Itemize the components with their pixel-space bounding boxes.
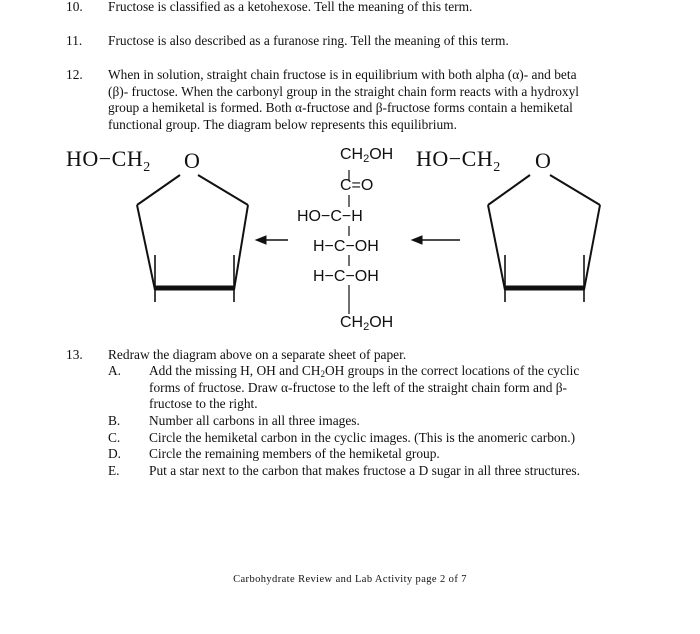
subitem-a-line-1-part-2: OH groups in the correct locations of the cyclic: [324, 363, 580, 378]
right-equilibrium-arrow: [412, 236, 460, 244]
question-11-text: Fructose is also described as a furanose ring. Tell the meaning of this term.: [108, 33, 509, 48]
chain-c1-subscript: 2: [363, 153, 370, 165]
chain-c6-ch2oh: [340, 314, 393, 333]
question-number-10: 10.: [66, 0, 83, 14]
subitem-letter-e: E.: [108, 462, 120, 478]
alpha-fructose-ring: [137, 175, 248, 302]
subitem-a-line-1-part-1: Add the missing H, OH and CH: [149, 363, 321, 378]
question-12-line-3: group a hemiketal is formed. Both α-fructose and β-fructose forms contain a hemiketal: [108, 100, 573, 116]
subitem-a-subscript: 2: [320, 369, 325, 379]
question-number-12: 12.: [66, 67, 83, 82]
chain-c2-carbonyl: C=O: [340, 177, 374, 194]
chain-c5: H−C−OH: [313, 268, 379, 285]
beta-ch2oh-text: HO−CH: [416, 146, 494, 171]
subitem-a-line-2: forms of fructose. Draw α-fructose to the left of the straight chain form and β-: [149, 379, 568, 395]
chain-c1-ch: CH: [340, 146, 364, 163]
question-13-text: Redraw the diagram above on a separate sheet of paper.: [108, 347, 407, 362]
chain-c4: H−C−OH: [313, 238, 379, 255]
subitem-a-line-3: fructose to the right.: [149, 396, 258, 412]
subitem-d-text: Circle the remaining members of the hemiketal group.: [149, 446, 440, 462]
chain-c1-ch2oh: [340, 146, 393, 165]
subitem-letter-d: D.: [108, 446, 122, 462]
subitem-letter-b: B.: [108, 413, 121, 428]
chain-c3: HO−C−H: [297, 208, 363, 225]
subitem-c-text: Circle the hemiketal carbon in the cyclic images. (This is the anomeric carbon.): [149, 429, 576, 445]
question-10-text: Fructose is classified as a ketohexose. Tell the meaning of this term.: [108, 0, 473, 14]
alpha-ch2oh-text: HO−CH: [66, 146, 144, 171]
question-number-13: 13.: [66, 347, 83, 362]
question-12-line-4: functional group. The diagram below represents this equilibrium.: [108, 116, 457, 132]
question-12-line-1: When in solution, straight chain fructose is in equilibrium with both alpha (α)- and beta: [108, 67, 577, 82]
alpha-ch2oh-subscript: 2: [143, 160, 151, 175]
left-equilibrium-arrow: [256, 236, 288, 244]
subitem-letter-c: C.: [108, 429, 121, 445]
alpha-ring-oxygen: O: [184, 148, 201, 173]
beta-fructose-ring: [488, 175, 600, 302]
chain-c6-ch: CH: [340, 314, 364, 331]
beta-ring-oxygen: O: [535, 148, 552, 173]
chain-c6-oh: OH: [369, 314, 394, 331]
subitem-letter-a: A.: [108, 363, 122, 378]
question-number-11: 11.: [66, 33, 83, 48]
chain-c6-subscript: 2: [363, 321, 370, 333]
question-12-line-2: (β)- fructose. When the carbonyl group in the straight chain form reacts with a hydroxyl: [108, 83, 579, 99]
subitem-b-text: Number all carbons in all three images.: [149, 413, 360, 428]
beta-ch2oh-subscript: 2: [493, 160, 501, 175]
subitem-e-text: Put a star next to the carbon that makes fructose a D sugar in all three structures.: [149, 462, 580, 478]
page-footer: Carbohydrate Review and Lab Activity page 2 of 7: [233, 574, 467, 585]
chain-c1-oh: OH: [369, 146, 394, 163]
